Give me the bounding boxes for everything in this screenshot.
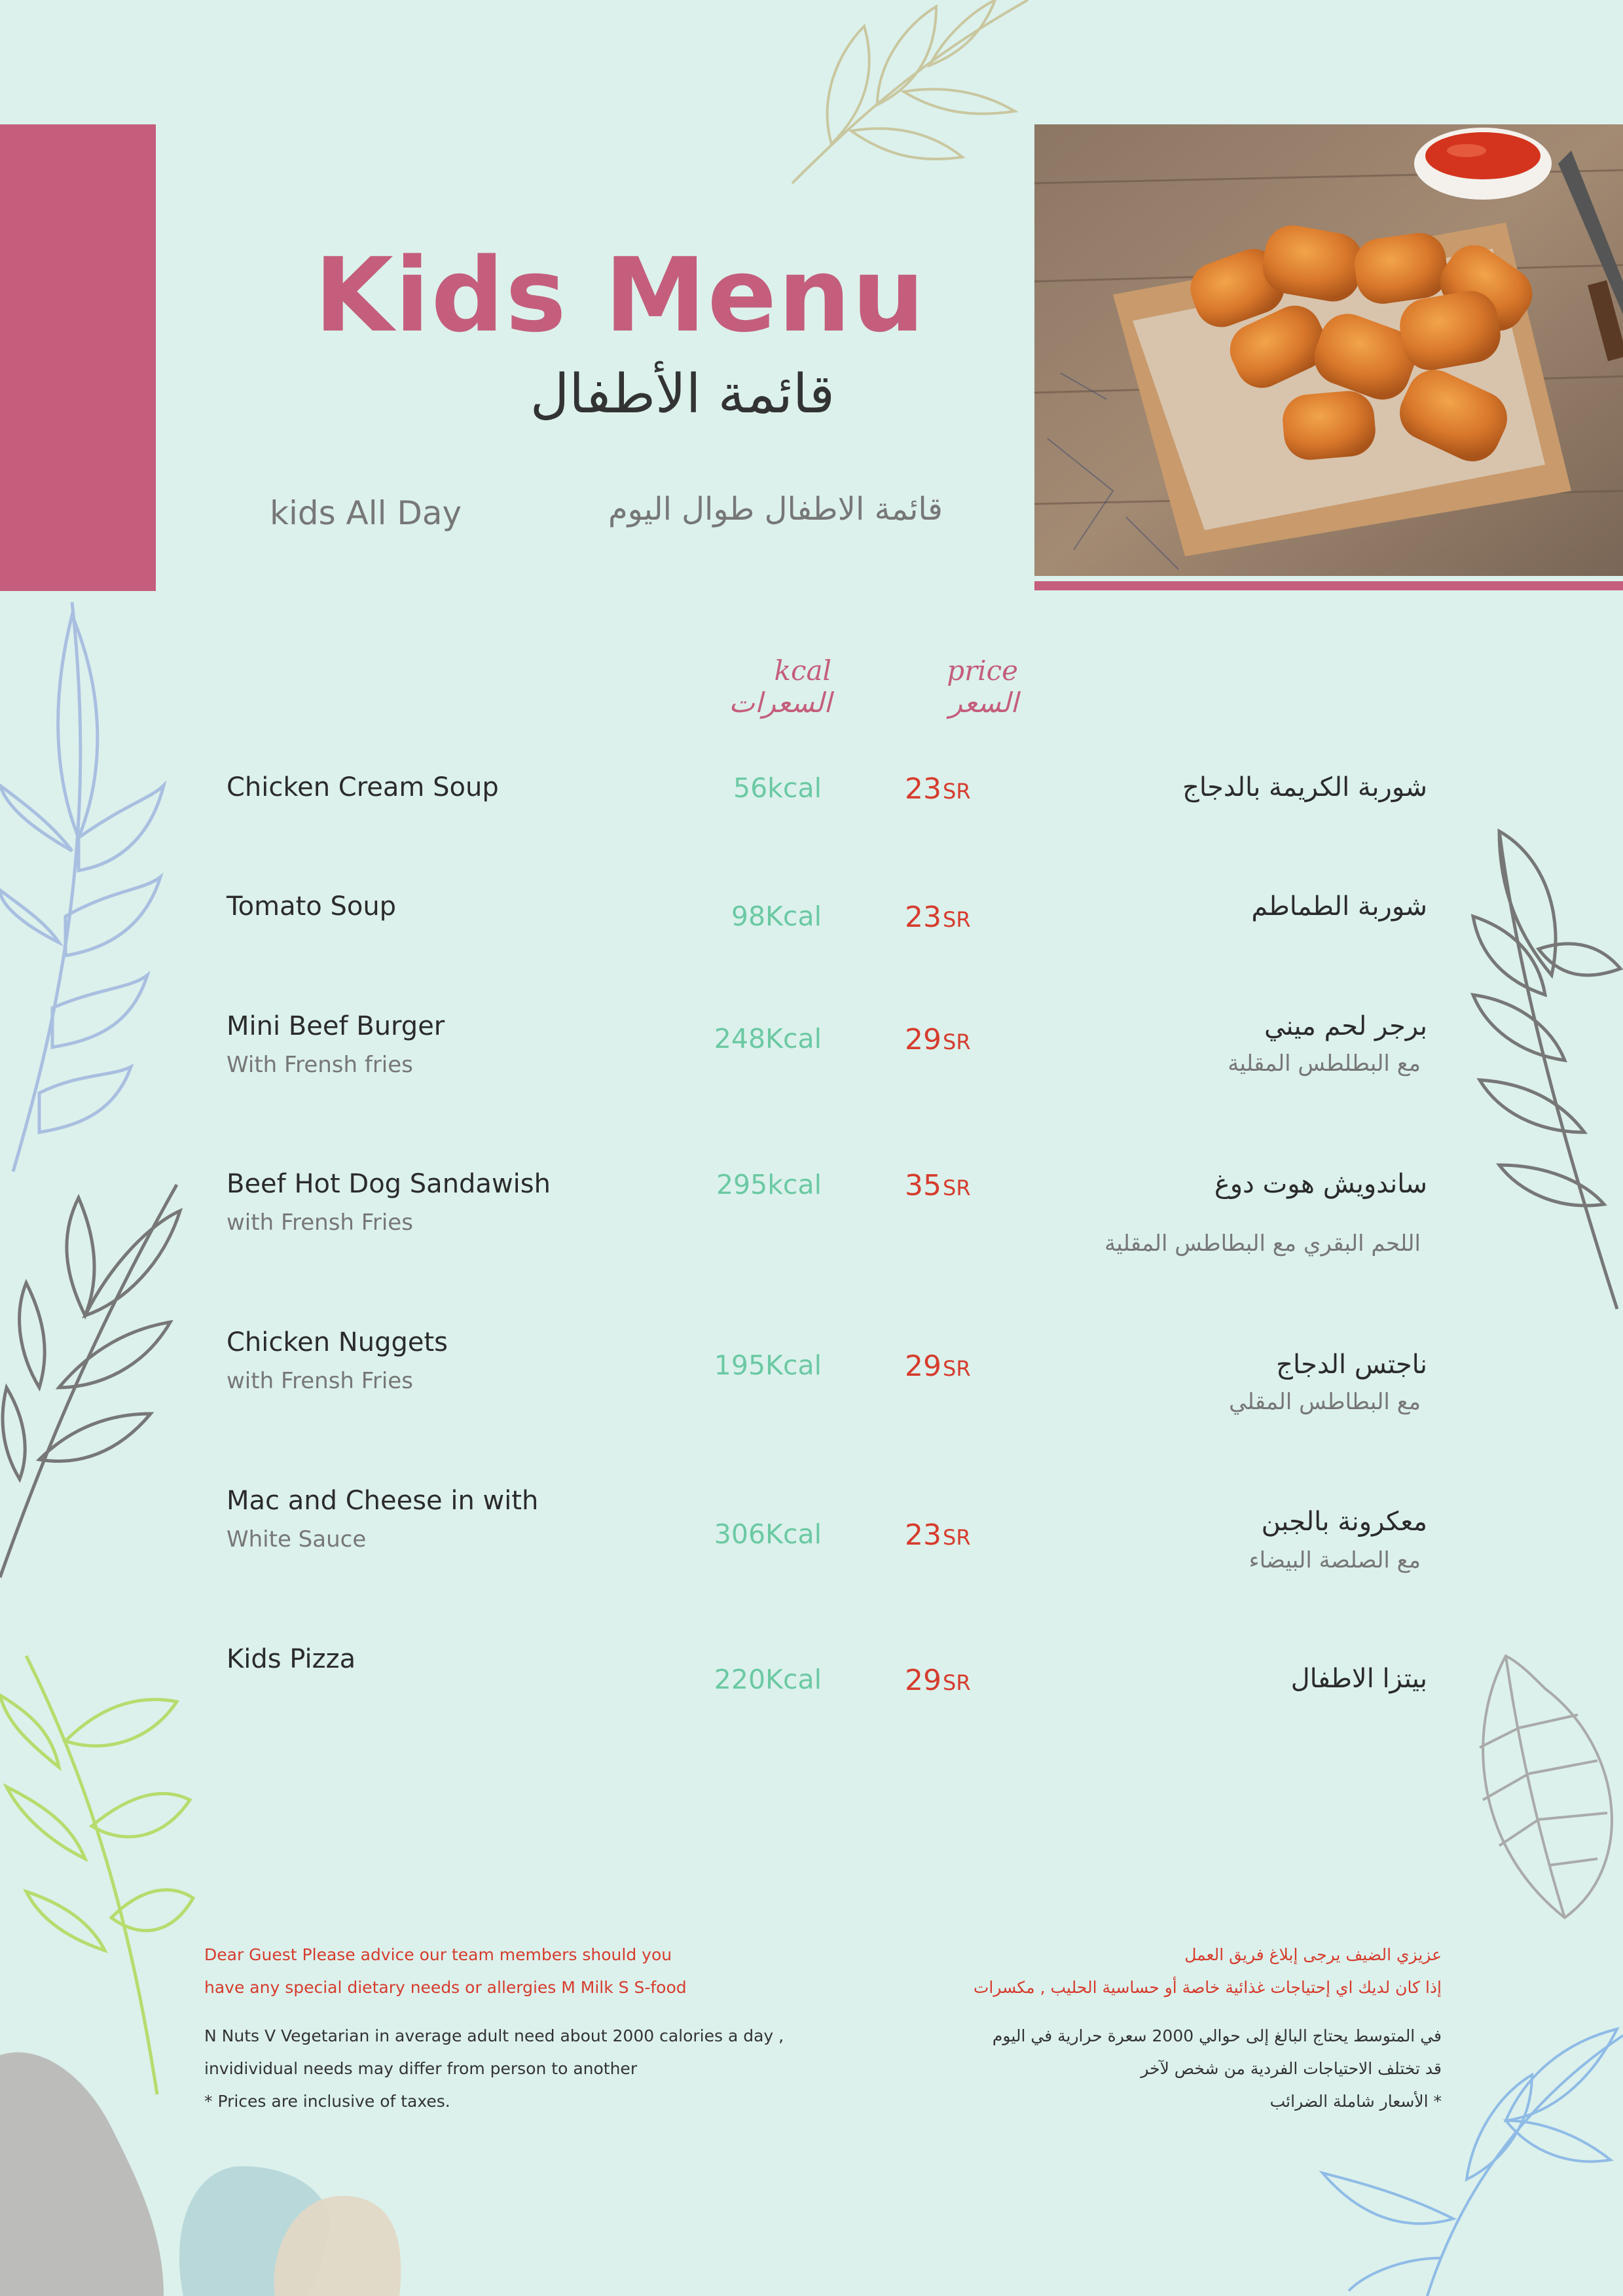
item-name: Mini Beef Burger [227, 1011, 445, 1041]
footer-line: عزيزي الضيف يرجى إبلاغ فريق العمل [1184, 1945, 1442, 1964]
price-currency: SR [943, 1525, 971, 1550]
item-price [905, 1664, 971, 1697]
footer-line: قد تختلف الاحتياجات الفردية من شخص لآخر [1140, 2059, 1442, 2078]
page-title-arabic: قائمة الأطفال [530, 363, 835, 425]
price-value: 23 [905, 772, 941, 806]
item-price [905, 1169, 971, 1202]
price-currency: SR [943, 1356, 971, 1381]
item-name-arabic: شوربة الكريمة بالدجاج [1182, 772, 1427, 802]
left-gray-leaf-decoration [0, 1172, 183, 1590]
item-price [905, 1518, 971, 1552]
subtitle: kids All Day [270, 494, 462, 532]
top-leaf-decoration [753, 0, 1080, 196]
item-kcal: 220Kcal [714, 1664, 822, 1695]
item-description-arabic: مع البطاطس المقلي [1229, 1389, 1421, 1415]
item-name: Beef Hot Dog Sandawish [227, 1169, 551, 1199]
item-kcal: 306Kcal [714, 1518, 822, 1550]
item-description: with Frensh Fries [227, 1368, 413, 1394]
item-price [905, 772, 971, 806]
price-column-header: price السعر [947, 655, 1018, 719]
item-name: Chicken Nuggets [227, 1327, 448, 1357]
footer-line: * الأسعار شاملة الضرائب [1269, 2092, 1442, 2111]
item-name-arabic: ناجتس الدجاج [1276, 1350, 1427, 1380]
right-outline-leaf-decoration [1467, 1649, 1623, 1924]
footer-line: Dear Guest Please advice our team members should you [204, 1945, 672, 1964]
item-description: with Frensh Fries [227, 1210, 413, 1236]
accent-color-block [0, 124, 156, 591]
item-description-arabic: اللحم البقري مع البطاطس المقلية [1104, 1230, 1421, 1257]
footer-notes-english [204, 1939, 793, 2118]
price-currency: SR [943, 1030, 971, 1054]
left-blue-leaf-decoration [0, 589, 170, 1178]
right-gray-leaf-decoration [1467, 818, 1623, 1316]
item-name-arabic: برجر لحم ميني [1264, 1011, 1427, 1041]
footer-line: في المتوسط يحتاج البالغ إلى حوالي 2000 سعرة حرارية في اليوم [992, 2026, 1442, 2045]
item-description: White Sauce [227, 1526, 367, 1552]
item-name-arabic: بيتزا الاطفال [1290, 1664, 1427, 1694]
item-name: Tomato Soup [227, 891, 397, 922]
price-value: 23 [905, 901, 941, 934]
item-description: With Frensh fries [227, 1052, 413, 1078]
item-price [905, 1350, 971, 1383]
footer-line: إذا كان لديك اي إحتياجات غذائية خاصة أو حساسية الحليب , مكسرات [973, 1978, 1442, 1997]
price-currency: SR [943, 779, 971, 804]
photo-underline-bar [1034, 581, 1623, 590]
price-value: 23 [905, 1518, 941, 1552]
price-currency: SR [943, 907, 971, 932]
price-value: 29 [905, 1664, 941, 1697]
footer-line: invidividual needs may differ from person to another [204, 2059, 638, 2078]
footer-line: have any special dietary needs or allergies M Milk S S-food [204, 1978, 687, 1997]
item-description-arabic: مع البطلطس المقلية [1228, 1050, 1421, 1077]
item-price [905, 901, 971, 934]
item-description-arabic: مع الصلصة البيضاء [1249, 1547, 1421, 1573]
item-name-arabic: شوربة الطماطم [1251, 891, 1427, 922]
item-name: Kids Pizza [227, 1644, 356, 1674]
item-kcal: 56kcal [733, 772, 822, 804]
price-value: 29 [905, 1023, 941, 1056]
chicken-nuggets-photo [1034, 124, 1623, 576]
item-kcal: 195Kcal [714, 1350, 822, 1381]
kcal-column-header: kcal السعرات [729, 655, 831, 719]
price-value: 35 [905, 1169, 941, 1202]
item-name: Mac and Cheese in with [227, 1486, 539, 1516]
item-name-arabic: معكرونة بالجبن [1261, 1507, 1427, 1537]
price-currency: SR [943, 1175, 971, 1200]
price-currency: SR [943, 1670, 971, 1695]
page-title: Kids Menu [314, 236, 926, 355]
item-name: Chicken Cream Soup [227, 772, 499, 802]
item-kcal: 248Kcal [714, 1023, 822, 1054]
item-name-arabic: ساندويش هوت دوغ [1214, 1169, 1427, 1199]
item-price [905, 1023, 971, 1056]
footer-line: N Nuts V Vegetarian in average adult need about 2000 calories a day , [204, 2026, 784, 2045]
item-kcal: 98Kcal [731, 901, 822, 932]
subtitle-arabic: قائمة الاطفال طوال اليوم [608, 491, 943, 528]
price-value: 29 [905, 1350, 941, 1383]
item-kcal: 295kcal [716, 1169, 822, 1200]
footer-notes-arabic [930, 1939, 1442, 2118]
footer-line: * Prices are inclusive of taxes. [204, 2092, 450, 2111]
